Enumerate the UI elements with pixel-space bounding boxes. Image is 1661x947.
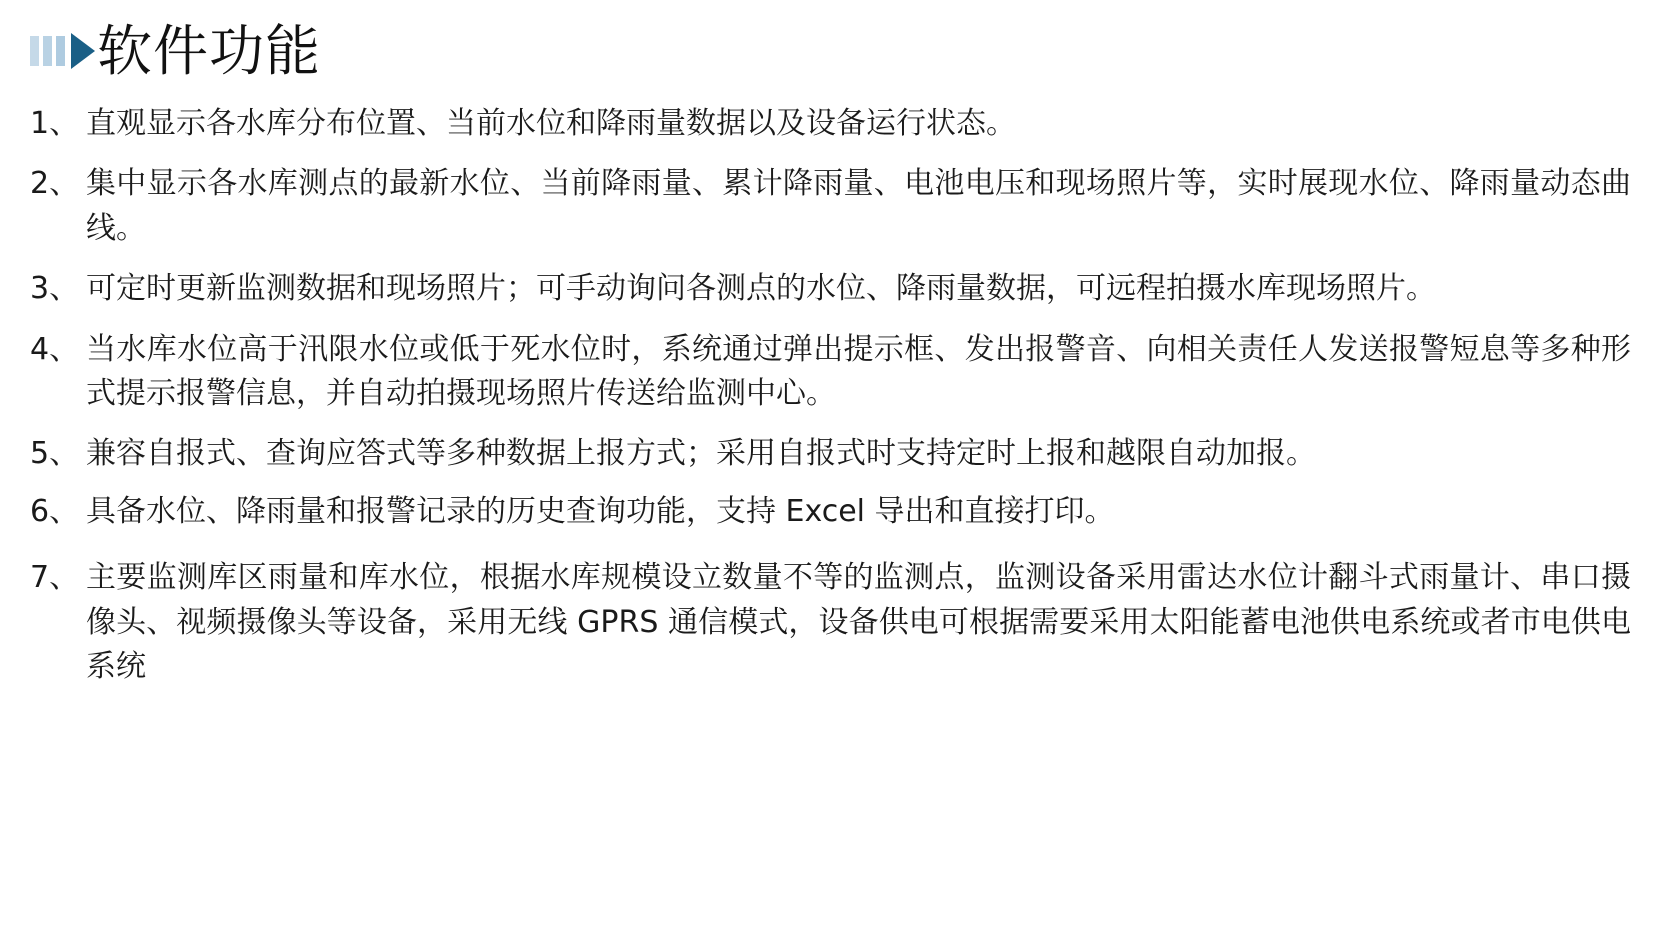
list-item bbox=[30, 490, 1631, 534]
list-item-text: 可定时更新监测数据和现场照片；可手动询问各测点的水位、降雨量数据，可远程拍摄水库现场照片。 bbox=[86, 271, 1436, 307]
list-item-number: 4、 bbox=[30, 331, 80, 367]
list-item-number: 3、 bbox=[30, 271, 80, 307]
slide-title-row bbox=[30, 0, 1631, 94]
page-title: 软件功能 bbox=[97, 18, 322, 83]
bars-decoration-icon bbox=[30, 31, 69, 71]
list-item-text: 直观显示各水库分布位置、当前水位和降雨量数据以及设备运行状态。 bbox=[86, 106, 1016, 141]
feature-list bbox=[30, 102, 1631, 689]
list-item-text: 主要监测库区雨量和库水位，根据水库规模设立数量不等的监测点，监测设备采用雷达水位计翻斗式雨量计、串口摄像头、视频摄像头等设备，采用无线 GPRS 通信模式，设备供电可根据需要采用太阳能蓄电池供电系统或者市电供电系统 bbox=[86, 560, 1631, 684]
arrow-right-icon bbox=[71, 33, 95, 69]
list-item bbox=[30, 432, 1631, 476]
list-item-text: 当水库水位高于汛限水位或低于死水位时，系统通过弹出提示框、发出报警音、向相关责任人发送报警短息等多种形式提示报警信息，并自动拍摄现场照片传送给监测中心。 bbox=[86, 331, 1631, 411]
list-item bbox=[30, 267, 1631, 311]
list-item-text: 具备水位、降雨量和报警记录的历史查询功能，支持 Excel 导出和直接打印。 bbox=[86, 493, 1115, 529]
list-item-number: 5、 bbox=[30, 436, 80, 472]
list-item bbox=[30, 162, 1631, 251]
list-item-number: 1、 bbox=[30, 106, 80, 141]
list-item-text: 兼容自报式、查询应答式等多种数据上报方式；采用自报式时支持定时上报和越限自动加报。 bbox=[86, 436, 1316, 472]
list-item-number: 7、 bbox=[30, 560, 80, 596]
list-item bbox=[30, 328, 1631, 417]
list-item bbox=[30, 556, 1631, 689]
list-item-number: 2、 bbox=[30, 166, 80, 202]
list-item-text: 集中显示各水库测点的最新水位、当前降雨量、累计降雨量、电池电压和现场照片等，实时展现水位、降雨量动态曲线。 bbox=[86, 166, 1631, 246]
list-item-number: 6、 bbox=[30, 493, 80, 529]
list-item bbox=[30, 102, 1631, 146]
